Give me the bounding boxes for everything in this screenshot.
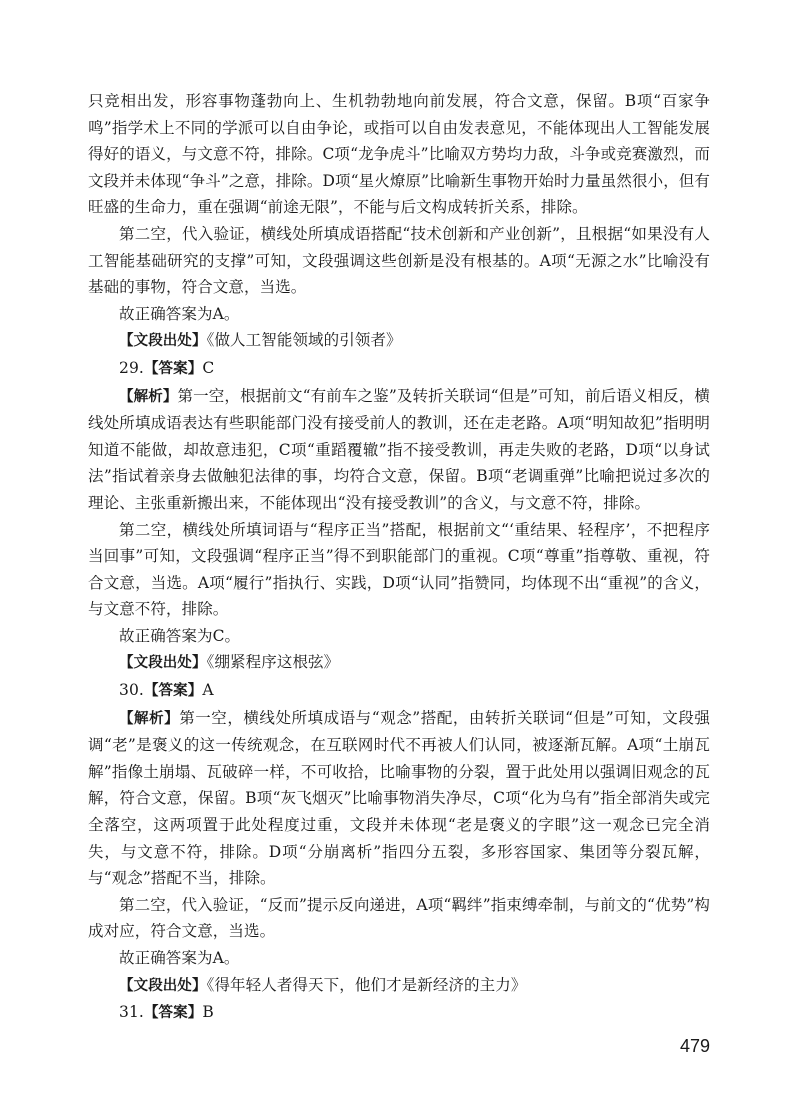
q31-answer-line — [88, 999, 710, 1027]
analysis-label: 【解析】 — [119, 388, 178, 405]
q28-source — [88, 327, 710, 355]
question-number: 29. — [119, 358, 144, 377]
q29-conclusion: 故正确答案为C。 — [119, 626, 241, 645]
source-label: 【文段出处】 — [119, 977, 207, 994]
answer-label: 【答案】 — [143, 683, 203, 700]
answer-label: 【答案】 — [143, 1005, 203, 1022]
q28-second-blank-paragraph: 第二空，代入验证，横线处所填成语搭配“技术创新和产业创新”，且根据“如果没有人工智能基础研究的支撑”可知，文段强调这些创新是没有根基的。A项“无源之水”比喻没有基础的事物，符合文意，当选。 — [88, 224, 710, 297]
answer-value: A — [202, 681, 214, 700]
q30-second-blank-paragraph: 第二空，代入验证，“反而”提示反向递进，A项“羁绊”指束缚牵制，与前文的“优势”构成对应，符合文意，当选。 — [88, 895, 710, 941]
q30-answer-line — [88, 677, 710, 705]
q28-continued-paragraph: 只竞相出发，形容事物蓬勃向上、生机勃勃地向前发展，符合文意，保留。B项“百家争鸣”指学术上不同的学派可以自由争论，或指可以自由发表意见，不能体现出人工智能发展得好的语义，与文意不符，排除。C项“龙争虎斗”比喻双方势均力敌，斗争或竞赛激烈，而文段并未体现“争斗”之意，排除。D项“星火燎原”比喻新生事物开始时力量虽然很小，但有旺盛的生命力，重在强调“前途无限”，不能与后文构成转折关系，排除。 — [88, 92, 710, 217]
q29-second-blank-paragraph: 第二空，横线处所填词语与“程序正当”搭配，根据前文“‘重结果、轻程序’，不把程序当回事”可知，文段强调“程序正当”得不到职能部门的重视。C项“尊重”指尊敬、重视，符合文意，当选。A项“履行”指执行、实践，D项“认同”指赞同，均体现不出“重视”的含义，与文意不符，排除。 — [88, 520, 710, 619]
q30-source — [88, 972, 710, 1000]
analysis-text: 第一空，根据前文“有前车之鉴”及转折关联词“但是”可知，前后语义相反，横线处所填成语表达有些职能部门没有接受前人的教训，还在走老路。A项“明知故犯”指明明知道不能做，却故意违犯，C项“重蹈覆辙”指不接受教训，再走失败的老路，D项“以身试法”指试着亲身去做触犯法律的事，均符合文意，保留。B项“老调重弹”比喻把说过多次的理论、主张重新搬出来，不能体现出“没有接受教训”的含义，与文意不符，排除。 — [88, 386, 710, 512]
answer-value: B — [202, 1003, 214, 1022]
q29-analysis-paragraph — [88, 383, 710, 517]
source-label: 【文段出处】 — [119, 333, 207, 350]
source-title: 《得年轻人者得天下，他们才是新经济的主力》 — [206, 975, 527, 994]
analysis-label: 【解析】 — [119, 710, 180, 727]
source-title: 《绷紧程序这根弦》 — [206, 653, 340, 672]
analysis-text: 第一空，横线处所填成语与“观念”搭配，由转折关联词“但是”可知，文段强调“老”是褒义的这一传统观念，在互联网时代不再被人们认同，被逐渐瓦解。A项“土崩瓦解”指像土崩塌、瓦破碎一样，不可收拾，比喻事物的分裂，置于此处用以强调旧观念的瓦解，符合文意，保留。B项“灰飞烟灭”比喻事物消失净尽，C项“化为乌有”指全部消失或完全落空，这两项置于此处程度过重，文段并未体现“老是褒义的字眼”这一观念已完全消失，与文意不符，排除。D项“分崩离析”指四分五裂，多形容国家、集团等分裂瓦解，与“观念”搭配不当，排除。 — [88, 708, 710, 888]
q29-source — [88, 649, 710, 677]
answer-label: 【答案】 — [143, 360, 203, 377]
q30-conclusion: 故正确答案为A。 — [119, 949, 240, 967]
page-number: 479 — [679, 1036, 710, 1056]
q29-answer-line — [88, 355, 710, 383]
document-page — [88, 88, 710, 1027]
q30-analysis-paragraph — [88, 705, 710, 892]
source-label: 【文段出处】 — [119, 655, 207, 672]
answer-value: C — [202, 358, 215, 377]
source-title: 《做人工智能领域的引领者》 — [206, 331, 402, 350]
question-number: 30. — [119, 681, 144, 700]
q28-conclusion: 故正确答案为A。 — [119, 304, 240, 323]
question-number: 31. — [119, 1003, 144, 1022]
